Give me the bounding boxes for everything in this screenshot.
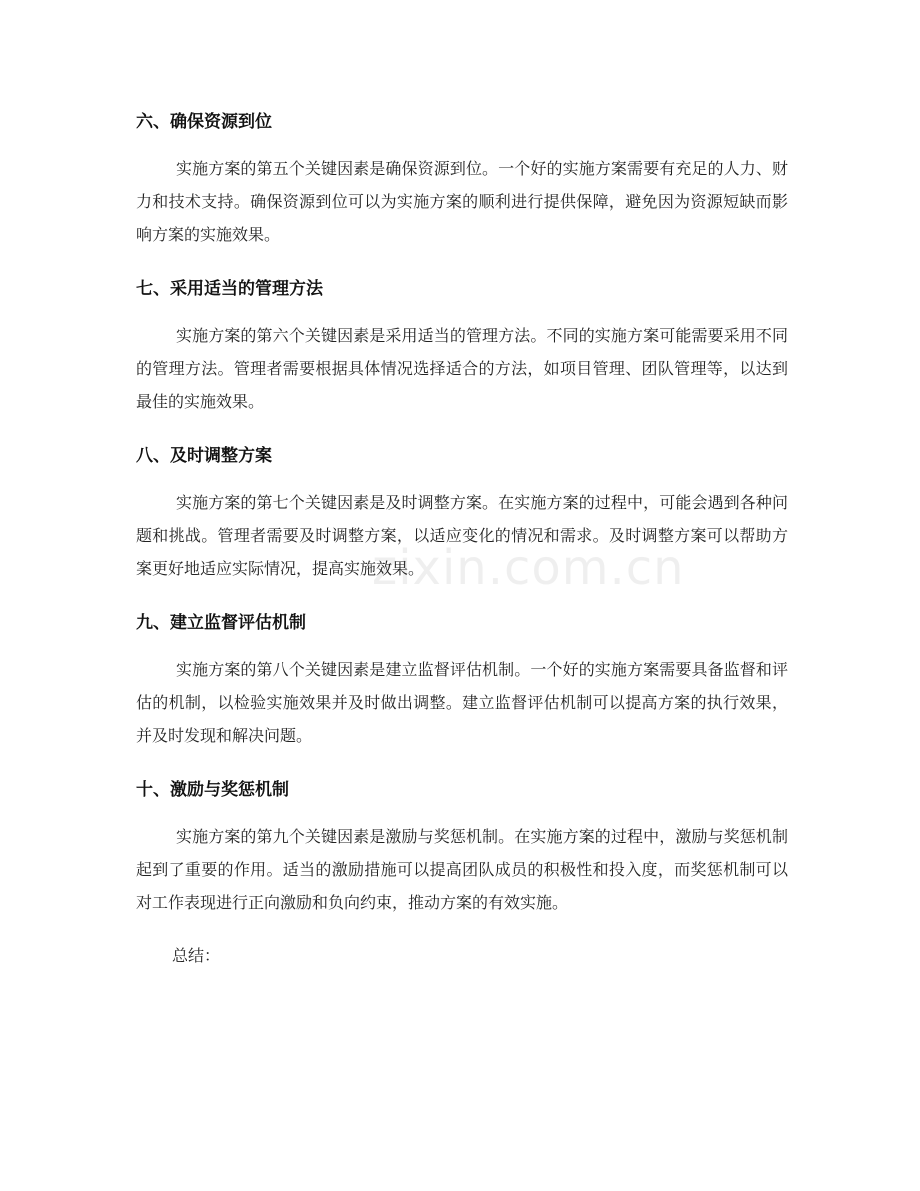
document-content [136, 104, 788, 972]
section-body-9: 实施方案的第八个关键因素是建立监督评估机制。一个好的实施方案需要具备监督和评估的机制，以检验实施效果并及时做出调整。建立监督评估机制可以提高方案的执行效果，并及时发现和解决问题。 [136, 660, 788, 745]
section-body-10: 实施方案的第九个关键因素是激励与奖惩机制。在实施方案的过程中，激励与奖惩机制起到了重要的作用。适当的激励措施可以提高团队成员的积极性和投入度，而奖惩机制可以对工作表现进行正向激励和负向约束，推动方案的有效实施。 [136, 827, 788, 912]
section-body-6: 实施方案的第五个关键因素是确保资源到位。一个好的实施方案需要有充足的人力、财力和技术支持。确保资源到位可以为实施方案的顺利进行提供保障，避免因为资源短缺而影响方案的实施效果。 [136, 159, 788, 244]
section-body-7: 实施方案的第六个关键因素是采用适当的管理方法。不同的实施方案可能需要采用不同的管理方法。管理者需要根据具体情况选择适合的方法，如项目管理、团队管理等，以达到最佳的实施效果。 [136, 326, 788, 411]
section-body-8: 实施方案的第七个关键因素是及时调整方案。在实施方案的过程中，可能会遇到各种问题和挑战。管理者需要及时调整方案，以适应变化的情况和需求。及时调整方案可以帮助方案更好地适应实际情况，提高实施效果。 [136, 493, 788, 578]
summary-label: 总结： [172, 946, 221, 965]
section-title-8: 八、及时调整方案 [136, 446, 272, 466]
section-title-7: 七、采用适当的管理方法 [136, 279, 323, 299]
section-title-9: 九、建立监督评估机制 [136, 613, 306, 633]
section-title-6: 六、确保资源到位 [136, 112, 272, 132]
watermark: zixin.com.cn [372, 540, 685, 596]
section-title-10: 十、激励与奖惩机制 [136, 780, 289, 800]
